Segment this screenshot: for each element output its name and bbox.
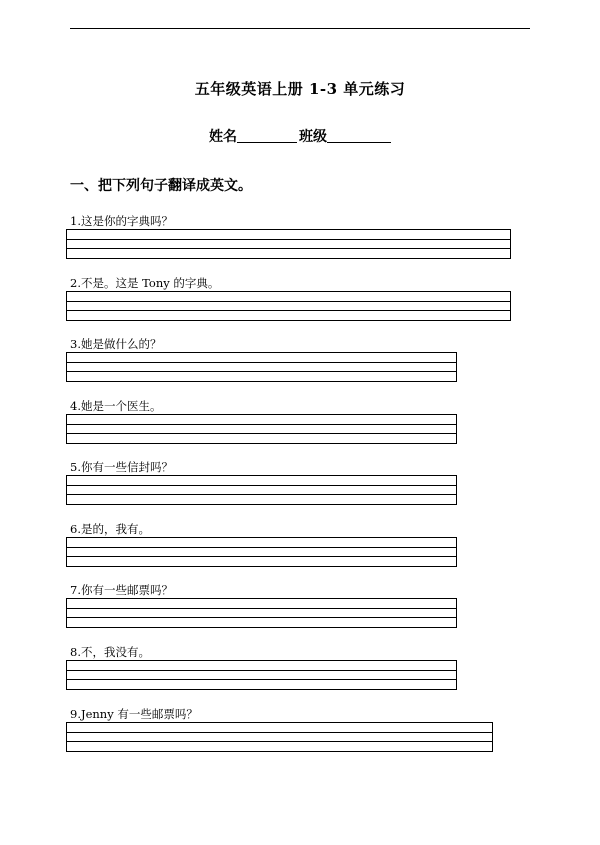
page-title: 五年级英语上册 1-3 单元练习 [194,80,406,98]
question-1 [70,214,511,259]
answer-lines[interactable] [66,475,457,505]
name-blank[interactable] [237,128,297,143]
student-info-line [0,126,600,146]
question-3 [70,337,457,382]
question-label: 2.不是。这是 Tony 的字典。 [70,276,220,290]
question-label: 9.Jenny 有一些邮票吗？ [70,707,198,721]
question-4 [70,399,457,444]
question-label: 7.你有一些邮票吗？ [70,583,173,597]
question-label: 3.她是做什么的？ [70,337,162,351]
question-6 [70,522,457,567]
section-heading: 一、把下列句子翻译成英文。 [70,178,252,194]
question-label: 5.你有一些信封吗？ [70,460,173,474]
question-label: 1.这是你的字典吗？ [70,214,173,228]
question-label: 8.不，我没有。 [70,645,150,659]
question-8 [70,645,457,690]
header-rule [70,28,530,29]
name-label: 姓名 [209,129,237,145]
answer-lines[interactable] [66,229,511,259]
answer-lines[interactable] [66,291,511,321]
answer-lines[interactable] [66,414,457,444]
question-5 [70,460,457,505]
question-7 [70,583,457,628]
question-2 [70,276,511,321]
class-label: 班级 [299,129,327,145]
question-9 [70,707,493,752]
answer-lines[interactable] [66,660,457,690]
answer-lines[interactable] [66,722,493,752]
class-blank[interactable] [327,128,391,143]
answer-lines[interactable] [66,352,457,382]
answer-lines[interactable] [66,537,457,567]
question-label: 4.她是一个医生。 [70,399,162,413]
question-label: 6.是的，我有。 [70,522,150,536]
answer-lines[interactable] [66,598,457,628]
